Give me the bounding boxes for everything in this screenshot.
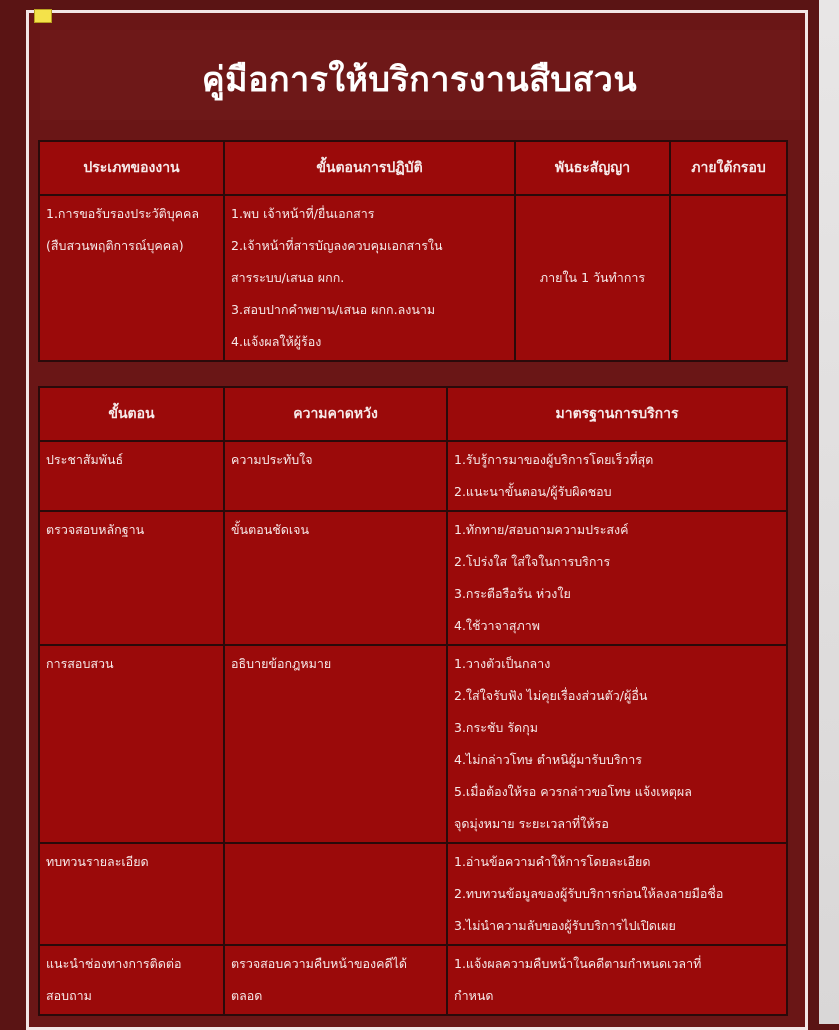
cell-line: 3.กระชับ รัดกุม: [454, 720, 538, 735]
expectation-cell: [224, 441, 447, 511]
cell-line: 3.ไม่นำความลับของผู้รับบริการไปเปิดเผย: [454, 918, 676, 933]
step-cell: [39, 645, 224, 843]
cell-line: แนะนำช่องทางการติดต่อ: [46, 956, 182, 971]
cell-line: สารระบบ/เสนอ ผกก.: [231, 270, 345, 285]
table-row: [39, 441, 787, 511]
table-row: [39, 511, 787, 645]
cell-line: การสอบสวน: [46, 656, 114, 671]
standard-cell: [447, 511, 787, 645]
framework-cell: [670, 195, 787, 361]
cell-line: ตรวจสอบความคืบหน้าของคดีได้: [231, 956, 408, 971]
cell-line: ตรวจสอบหลักฐาน: [46, 522, 145, 537]
sticky-note-icon[interactable]: [34, 9, 52, 23]
standard-cell: [447, 645, 787, 843]
cell-line: ทบทวนรายละเอียด: [46, 854, 149, 869]
step-cell: [39, 843, 224, 945]
step-cell: [39, 441, 224, 511]
cell-line: 5.เมื่อต้องให้รอ ควรกล่าวขอโทษ แจ้งเหตุผล: [454, 784, 692, 799]
service-overview-table: [38, 140, 788, 362]
cell-line: 2.แนะนาขั้นตอน/ผู้รับผิดชอบ: [454, 484, 612, 499]
procedure-cell: [224, 195, 515, 361]
standard-cell: [447, 945, 787, 1015]
standard-cell: [447, 843, 787, 945]
cell-line: 1.แจ้งผลความคืบหน้าในคดีตามกำหนดเวลาที่: [454, 956, 702, 971]
cell-line: 1.อ่านข้อความคำให้การโดยละเอียด: [454, 854, 651, 869]
cell-line: 2.โปร่งใส ใส่ใจในการบริการ: [454, 554, 611, 569]
cell-line: ตลอด: [231, 988, 263, 1003]
cell-line: 4.ใช้วาจาสุภาพ: [454, 618, 541, 633]
header-commitment: พันธะสัญญา: [515, 141, 670, 195]
cell-line: 1.รับรู้การมาของผู้บริการโดยเร็วที่สุด: [454, 452, 654, 467]
expectation-cell: [224, 843, 447, 945]
cell-line: ขั้นตอนชัดเจน: [231, 522, 310, 537]
page-title: คู่มือการให้บริการงานสืบสวน: [201, 60, 638, 100]
cell-line: 1.วางตัวเป็นกลาง: [454, 656, 551, 671]
work-type-cell: [39, 195, 224, 361]
header-procedure: ขั้นตอนการปฏิบัติ: [224, 141, 515, 195]
header-expectation: ความคาดหวัง: [224, 387, 447, 441]
cell-line: (สืบสวนพฤติการณ์บุคคล): [46, 238, 184, 253]
step-cell: [39, 511, 224, 645]
table-header-row: [39, 387, 787, 441]
cell-line: 2.ทบทวนข้อมูลของผู้รับบริการก่อนให้ลงลายมือชื่อ: [454, 886, 724, 901]
cell-line: 4.แจ้งผลให้ผู้ร้อง: [231, 334, 322, 349]
table-row: [39, 645, 787, 843]
commitment-cell: ภายใน 1 วันทำการ: [515, 195, 670, 361]
cell-line: 2.ใส่ใจรับฟัง ไม่คุยเรื่องส่วนตัว/ผู้อื่น: [454, 688, 648, 703]
expectation-cell: [224, 511, 447, 645]
standard-cell: [447, 441, 787, 511]
cell-line: จุดมุ่งหมาย ระยะเวลาที่ให้รอ: [454, 816, 609, 831]
cell-line: 1.การขอรับรองประวัติบุคคล: [46, 206, 200, 221]
header-service-standard: มาตรฐานการบริการ: [447, 387, 787, 441]
service-standards-table: [38, 386, 788, 1016]
header-work-type: ประเภทของงาน: [39, 141, 224, 195]
header-step: ขั้นตอน: [39, 387, 224, 441]
cell-line: 1.ทักทาย/สอบถามความประสงค์: [454, 522, 629, 537]
cell-line: 4.ไม่กล่าวโทษ ตำหนิผู้มารับบริการ: [454, 752, 642, 767]
table-row: [39, 945, 787, 1015]
expectation-cell: [224, 645, 447, 843]
cell-line: 1.พบ เจ้าหน้าที่/ยื่นเอกสาร: [231, 206, 375, 221]
cell-line: 2.เจ้าหน้าที่สารบัญลงควบคุมเอกสารใน: [231, 238, 443, 253]
table-row: [39, 843, 787, 945]
cell-line: 3.กระตือรือร้น ห่วงใย: [454, 586, 571, 601]
cell-line: ความประทับใจ: [231, 452, 313, 467]
cell-line: 3.สอบปากคำพยาน/เสนอ ผกก.ลงนาม: [231, 302, 436, 317]
window-edge: [819, 0, 839, 1024]
table-row: [39, 195, 787, 361]
cell-line: อธิบายข้อกฎหมาย: [231, 656, 332, 671]
cell-line: ประชาสัมพันธ์: [46, 452, 124, 467]
step-cell: [39, 945, 224, 1015]
cell-line: สอบถาม: [46, 988, 92, 1003]
cell-line: กำหนด: [454, 988, 494, 1003]
expectation-cell: [224, 945, 447, 1015]
table-header-row: [39, 141, 787, 195]
header-framework: ภายใต้กรอบ: [670, 141, 787, 195]
